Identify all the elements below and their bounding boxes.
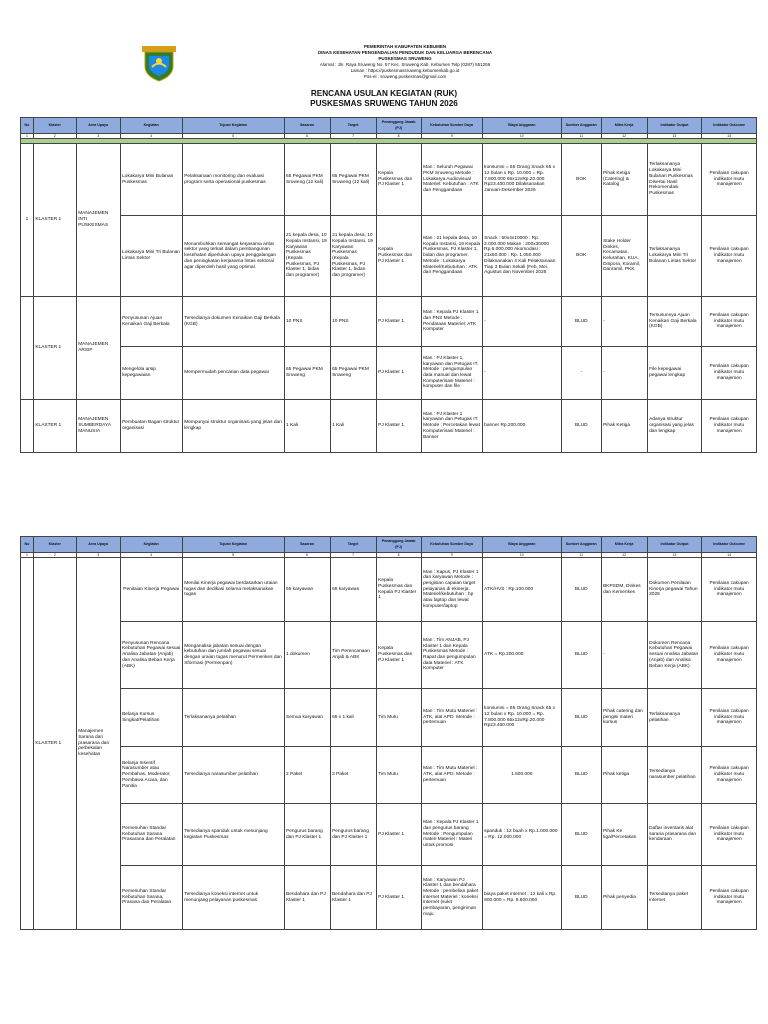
column-header: Indikator Output [647,118,702,134]
tujuan-cell: Tersedianya spanduk untuk menunjang kegiatan Puskesmas [182,804,284,866]
indikator-output-cell: Terlaksananya Lokakarya Mini Tri Bulanan Lintas Sektor [647,216,702,297]
column-index: 6 [284,553,330,558]
column-header: Area Upaya [76,537,120,553]
sumber-daya-cell: Man : Kepala PJ Klaster 1 dan PNS Metode : Pendataan Materiel: ATK Komputer [421,297,482,347]
penanggung-jawab-cell: Kepala Puskesmas dan Kepala PJ Klaster 1 [376,558,421,622]
penanggung-jawab-cell: Tim Mutu [376,747,421,804]
target-cell: 2 Paket [330,747,376,804]
penanggung-jawab-cell: Kepala Puskesmas dan PJ Klaster 1 [376,216,421,297]
sumber-anggaran-cell: BLUD [561,297,601,347]
tujuan-cell: Mempunyai struktur organisasi yang jelas dan lengkap [182,400,284,453]
sumber-daya-cell: Man : Tim Mutu Materiel : ATK, alat APD. Metode : pertemuan [421,689,482,747]
indikator-outcome-cell: Penilaian cakupan indikator mutu manajemen [702,804,757,866]
penanggung-jawab-cell: Kepala Puskesmas dan PJ Klaster 1 [376,622,421,689]
indikator-outcome-cell: Penilaian cakupan indikator mutu manajemen [702,689,757,747]
sasaran-cell: 1 Kali [284,400,330,453]
column-index: 10 [482,134,561,139]
indikator-output-cell: Terlaksananya Lokakarya Mini Bulanan Puskesmas Disertai Hasil Rekomendasi Puskesmas [647,144,702,216]
tujuan-cell: Tersedianya koneksi internet untuk menunjang pelayanan puskesmas [182,866,284,930]
target-cell: 1 Kali [330,400,376,453]
column-index: 8 [376,134,421,139]
kegiatan-cell: Belanja Insentif Narasumber atau Pembahas, Moderator, Pembawa Acara, dan Panitia [120,747,182,804]
column-index: 7 [330,134,376,139]
sasaran-cell: 2 Paket [284,747,330,804]
indikator-outcome-cell: Penilaian cakupan indikator mutu manajemen [702,622,757,689]
sasaran-cell: 1 dokumen [284,622,330,689]
indikator-output-cell: Tersedianya narasumber pelatihan [647,747,702,804]
kebumen-logo [140,40,178,82]
mitra-cell: Stake Holder Dinkes, Kecamatan, Kelurahan, KUA, Dinpora, Koramil, Danramil, PKK [601,216,647,297]
ruk-table-1 [20,117,757,453]
column-header: Indikator Output [647,537,702,553]
mitra-cell: Pihak Ketiga (Catering) & Katalog [601,144,647,216]
kegiatan-cell: Penyusunan Rencana Kebutuhan Pegawai sesuai Analisa Jabatan (Anjab) dan Analisa Beban Kerja (ABK) [120,622,182,689]
column-header: No [21,118,34,134]
target-cell: Pengurus barang dan PJ Klaster 1 [330,804,376,866]
table-row [21,689,757,747]
column-index: 1 [21,553,34,558]
kegiatan-cell: Belanja Kursus Singkat/Pelatihan [120,689,182,747]
mitra-cell: Pihak penyedia [601,866,647,930]
letterhead-line: PUSKESMAS SRUWENG [378,56,432,61]
biaya-cell: biaya paket internet : 12 kali x Rp. 800.000 = Rp. 9.600.000 [482,866,561,930]
sumber-daya-cell: Man : Kapus, PJ Klaster 1 dan karyawan Metode : pengisian capaian target pelayanan di ekinerja. Materiel/kebutuhan : hp atau laptop dan lewat komputer/laptop [421,558,482,622]
column-index: 5 [182,553,284,558]
mitra-cell: Pihak Ke tiga/Percetakan [601,804,647,866]
kegiatan-cell: Penyusunan Ajuan Kenaikan Gaji Berkala [120,297,182,347]
indikator-outcome-cell: Penilaian cakupan indikator mutu manajemen [702,216,757,297]
biaya-cell: ATK/HVS : Rp.100.000 [482,558,561,622]
sasaran-cell: Semua karyawan [284,689,330,747]
column-index: 3 [76,134,120,139]
biaya-cell: ATK = Rp.200.000 [482,622,561,689]
column-header: Indikator Outcome [702,537,757,553]
column-index: 9 [421,553,482,558]
column-index: 10 [482,553,561,558]
column-index: 5 [182,134,284,139]
sumber-daya-cell: Man : Tim Mutu Materiel : ATK, alat APD. Metode : pertemuan [421,747,482,804]
column-index: 11 [561,134,601,139]
klaster-cell: KLASTER 1 [33,558,76,930]
letterhead [140,40,630,85]
column-index: 2 [33,553,76,558]
column-header: Tujuan Kegiatan [182,118,284,134]
column-header: Kegiatan [120,537,182,553]
column-index: 4 [120,134,182,139]
table-row [21,747,757,804]
area-cell: MANAJEMEN INTI PUSKESMAS [76,144,120,297]
sumber-anggaran-cell: BLUD [561,866,601,930]
column-header: Sasaran [284,118,330,134]
column-header: Kebutuhan Sumber Daya [421,537,482,553]
indikator-outcome-cell: Penilaian cakupan indikator mutu manajemen [702,144,757,216]
sumber-anggaran-cell: BLUD [561,558,601,622]
indikator-output-cell: Adanya struktur organisasi yang jelas dan lengkap [647,400,702,453]
column-index: 14 [702,134,757,139]
tujuan-cell: Menilai Kinerja pegawai berdasarkan uraian tugas dan dedikasi selama melaksanakan tugas [182,558,284,622]
mitra-cell: - [601,347,647,400]
biaya-cell: konsumsi = 65 Orang Snack 65 x 12 bulan x Rp. 10.000 = Rp. 7.800.000 65x12xRp.20.000 Rp23.400.000 Dilaksanakan Januari-Desember 2026 [482,144,561,216]
target-cell: 65 Pegawai PKM Sruweng [330,347,376,400]
table-row [21,347,757,400]
penanggung-jawab-cell: PJ Klaster 1 [376,400,421,453]
area-cell: MANAJEMEN ARSIP [76,297,120,400]
column-index: 13 [647,134,702,139]
indikator-outcome-cell: Penilaian cakupan indikator mutu manajemen [702,747,757,804]
letterhead-email: Pos-el : sruweng.puskesmas@gmail.com [363,74,447,79]
sumber-daya-cell: Man : Tim ANJAB, PJ Klaster 1 dan Kepala Puskesmas Metode : Rapat dan pengumpulan data Materiel : ATK Komputer [421,622,482,689]
table-row [21,622,757,689]
sasaran-cell: 65 Pegawai PKM Sruweng (12 kali) [284,144,330,216]
column-index: 3 [76,553,120,558]
column-header: Target [330,537,376,553]
indikator-output-cell: Tersedianya paket internet [647,866,702,930]
klaster-cell: KLASTER 1 [33,297,76,400]
penanggung-jawab-cell: PJ Klaster 1 [376,347,421,400]
tujuan-cell: Tersedianya dokumen Kenaikan Gaji Berkala (KGB) [182,297,284,347]
sumber-daya-cell: Man : PJ Klaster 1 karyawan dan Petugas IT. Metode : Percetakan lewat Komputerisasi Materiel : Banner [421,400,482,453]
sasaran-cell: 65 karyawan [284,558,330,622]
document-title [0,89,768,108]
penanggung-jawab-cell: Tim Mutu [376,689,421,747]
mitra-cell: Pihak ketiga [601,747,647,804]
kegiatan-cell: Pemenuhan Standar Kebutuhan Sarana Prasarana dan Peralatan [120,804,182,866]
mitra-cell: BKPSDM, Dinkes dan Kemenkes [601,558,647,622]
column-header: Sasaran [284,537,330,553]
indikator-output-cell: Daftar inventaris alat sarana prasarana dan kendaraan [647,804,702,866]
ruk-table-2 [20,536,757,930]
target-cell: 21 kepala desa, 10 Kepala Instansi, 19 Karyawan Puskesmas (Kepala Puskesmas, PJ Klaster 1, bidan dan programer) [330,216,376,297]
target-cell: 65 karyawan [330,558,376,622]
sumber-anggaran-cell: BLUD [561,400,601,453]
tujuan-cell: Menganalisa jabatan sesuai dengan kebutuhan dan jumlah pegawai sesuai dengan uraian tugas menurut Permenkes dan Sformasi (Permenpan) [182,622,284,689]
column-index: 11 [561,553,601,558]
indikator-output-cell: Dokumen Penilaian Kinerja pegawai Tahun 2026 [647,558,702,622]
table-row [21,297,757,347]
title-line-2: PUSKESMAS SRUWENG TAHUN 2026 [310,98,458,108]
column-header: Penanggung Jawab (PJ) [376,118,421,134]
header-row [21,537,757,553]
tujuan-cell: Mempermudah pencarian data pegawai [182,347,284,400]
biaya-cell: Snack : 50x4x10000 : Rp. 2.000.000 Makan : 200x30000 Rp.6.000.000 Akomodasi : 21x50.000 : Rp. 1.050.000 Dilaksanakan 4 Kali Pelaksanaan Tiap 3 Bulan Sekali (Feb, Mei, Agustus dan November 2026 [482,216,561,297]
kegiatan-cell: Pembuatan Bagan struktur organisasi [120,400,182,453]
column-index: 9 [421,134,482,139]
indikator-outcome-cell: Penilaian cakupan indikator mutu manajemen [702,297,757,347]
sasaran-cell: 21 kepala desa, 10 Kepala Instansi, 19 Karyawan Puskesmas (Kepala Puskesmas, PJ Klaster 1, bidan dan programer) [284,216,330,297]
sumber-anggaran-cell: BOK [561,216,601,297]
letterhead-line: DINAS KESEHATAN PENGENDALIAN PENDUDUK DAN KELUARGA BERENCANA [317,50,493,55]
klaster-cell: KLASTER 1 [33,144,76,297]
indikator-outcome-cell: Penilaian cakupan indikator mutu manajemen [702,400,757,453]
penanggung-jawab-cell: PJ Klaster 1 [376,866,421,930]
kegiatan-cell: Pemenuhan Standar Kebutuhan Sarana, Prasana dan Peralatan [120,866,182,930]
column-header: Kebutuhan Sumber Daya [421,118,482,134]
tujuan-cell: Menumbuhkan semangat kerjasama antar sektor yang terkait dalam pembangunan kesehatan diperlukan upaya penggalangan dan peningkatan kerjasama lintas sektoral agar diperoleh hasil yang optimal. [182,216,284,297]
column-index: 6 [284,134,330,139]
biaya-cell: - [482,297,561,347]
column-header: Kegiatan [120,118,182,134]
kegiatan-cell: Mengelola arsip kepegawaian [120,347,182,400]
tujuan-cell: Terlaksananya pelatihan [182,689,284,747]
sasaran-cell: Pengurus barang dan PJ Klaster 1 [284,804,330,866]
indikator-output-cell: Terlaksananya pelatihan [647,689,702,747]
biaya-cell: spanduk : 12 buah x Rp.1.000.000 = Rp. 12.000.000 [482,804,561,866]
sumber-anggaran-cell: - [561,347,601,400]
column-header: Klaster [33,118,76,134]
column-header: No [21,537,34,553]
table-row [21,144,757,216]
sumber-anggaran-cell: BLUD [561,747,601,804]
sumber-daya-cell: Man : 21 kepala desa, 10 Kepala Instansi, 19 Kepala Puskesmas, PJ Klaster 1, bidan dan programer. Metode : Lokakarya Materiel/Kebutuhan : ATK dan Penggandaan [421,216,482,297]
table-row [21,400,757,453]
tujuan-cell: Tersedianya narasumber pelatihan [182,747,284,804]
table-row [21,558,757,622]
indikator-outcome-cell: Penilaian cakupan indikator mutu manajemen [702,866,757,930]
penanggung-jawab-cell: PJ Klaster 1 [376,297,421,347]
row-number: 1 [21,144,34,297]
column-index: 2 [33,134,76,139]
column-header: Biaya Anggaran [482,537,561,553]
biaya-cell: 1.500.000 [482,747,561,804]
indikator-output-cell: File kepegawai pegawai lengkap [647,347,702,400]
sasaran-cell: 65 Pegawai PKM Sruweng [284,347,330,400]
title-line-1: RENCANA USULAN KEGIATAN (RUK) [310,89,458,98]
sasaran-cell: Bendahara dan PJ Klaster 1 [284,866,330,930]
column-header: Tujuan Kegiatan [182,537,284,553]
kegiatan-cell: Lokakarya Mini Tri Bulanan Lintas Sektor [120,216,182,297]
column-index: 14 [702,553,757,558]
column-index: 12 [601,553,647,558]
table-row [21,804,757,866]
column-header: Indikator Outcome [702,118,757,134]
area-cell: Manajemen Sarana dan prasarana dan perbekalan kesehatan [76,558,120,930]
sumber-daya-cell: Man : Seluruh Pegawai PKM Sruweng Metode : Lokakarya Audiovisual Materiel: Kebutuhan : ATK dan Penggandaan [421,144,482,216]
sumber-daya-cell: Man : Kepala PJ Klaster 1 dan pengurus barang Metode : Pengumpulan materi Materiel : Materi untuk promosi [421,804,482,866]
kegiatan-cell: Lokakarya Mini Bulanan Puskesmas [120,144,182,216]
biaya-cell: banner Rp.200.000 [482,400,561,453]
indikator-outcome-cell: Penilaian cakupan indikator mutu manajemen [702,558,757,622]
header-row [21,118,757,134]
mitra-cell: Pihak catering dan pengisi materi kursus [601,689,647,747]
column-index: 4 [120,553,182,558]
penanggung-jawab-cell: Kepala Puskesmas dan PJ Klaster 1 [376,144,421,216]
biaya-cell: konsumsi = 65 Orang Snack 65 x 12 bulan x Rp. 10.000 = Rp. 7.800.000 65x12xRp.20.000 Rp23.400.000 [482,689,561,747]
kegiatan-cell: Penilaian Kinerja Pegawai [120,558,182,622]
sasaran-cell: 10 PNS [284,297,330,347]
letterhead-line: PEMERINTAH KABUPATEN KEBUMEN [363,44,447,49]
column-header: Biaya Anggaran [482,118,561,134]
sumber-anggaran-cell: BLUD [561,622,601,689]
klaster-cell: KLASTER 1 [33,400,76,453]
table-row [21,866,757,930]
penanggung-jawab-cell: PJ Klaster 1 [376,804,421,866]
indikator-output-cell: Tersusunnya Ajuan Kenaikan Gaji Berkala (KGB) [647,297,702,347]
mitra-cell: Pihak Ketiga [601,400,647,453]
column-header: Mitra Kerja [601,537,647,553]
column-header: Mitra Kerja [601,118,647,134]
letterhead-website: Laman : https://puskesmassruweng.kebumenkab.go.id [350,68,460,73]
indikator-outcome-cell: Penilaian cakupan indikator mutu manajemen [702,347,757,400]
mitra-cell: - [601,297,647,347]
sumber-anggaran-cell: BOK [561,144,601,216]
biaya-cell: - [482,347,561,400]
area-cell: MANAJEMEN SUMBERDAYA MANUSIA [76,400,120,453]
mitra-cell: - [601,622,647,689]
target-cell: 65 x 1 kali [330,689,376,747]
column-header: Area Upaya [76,118,120,134]
column-index: 13 [647,553,702,558]
target-cell: 65 Pegawai PKM Sruweng (12 kali) [330,144,376,216]
tujuan-cell: Pelaksanaan monitoring dan evaluasi program serta operasional puskesmas [182,144,284,216]
column-index: 7 [330,553,376,558]
column-header: Sumber Anggaran [561,537,601,553]
indikator-output-cell: Dokumen Rencana Kebutuhan Pegawai sesuai Analisa Jabatan (Anjab) dan Analisa Beban Kerja (ABK) [647,622,702,689]
column-index: 12 [601,134,647,139]
sumber-daya-cell: Man : Karyawan PJ Klaster 1 dan bendahara Metode : pembelian paket internet Materiel : koneksi internet (sukit pembayaran, pengiriman maju [421,866,482,930]
column-header: Klaster [33,537,76,553]
column-header: Sumber Anggaran [561,118,601,134]
column-header: Target [330,118,376,134]
sumber-anggaran-cell: BLUD [561,804,601,866]
sumber-daya-cell: Man : PJ Klaster 1, karyawan dan Petugas IT. Metode : pengumpulan data manual dan lewat Komputerisasi Materiel : komputer dan file [421,347,482,400]
column-index: 1 [21,134,34,139]
letterhead-address: Alamat : Jln. Raya Sruweng No. 57 Kec. Sruweng Kab. Kebumen Telp (0287) 551259 [319,62,491,67]
target-cell: 10 PNS [330,297,376,347]
target-cell: Bendahara dan PJ Klaster 1 [330,866,376,930]
table-row [21,216,757,297]
target-cell: Tim Perencanaan Anjab & ABK [330,622,376,689]
column-index: 8 [376,553,421,558]
column-header: Penanggung Jawab (PJ) [376,537,421,553]
sumber-anggaran-cell: BLUD [561,689,601,747]
